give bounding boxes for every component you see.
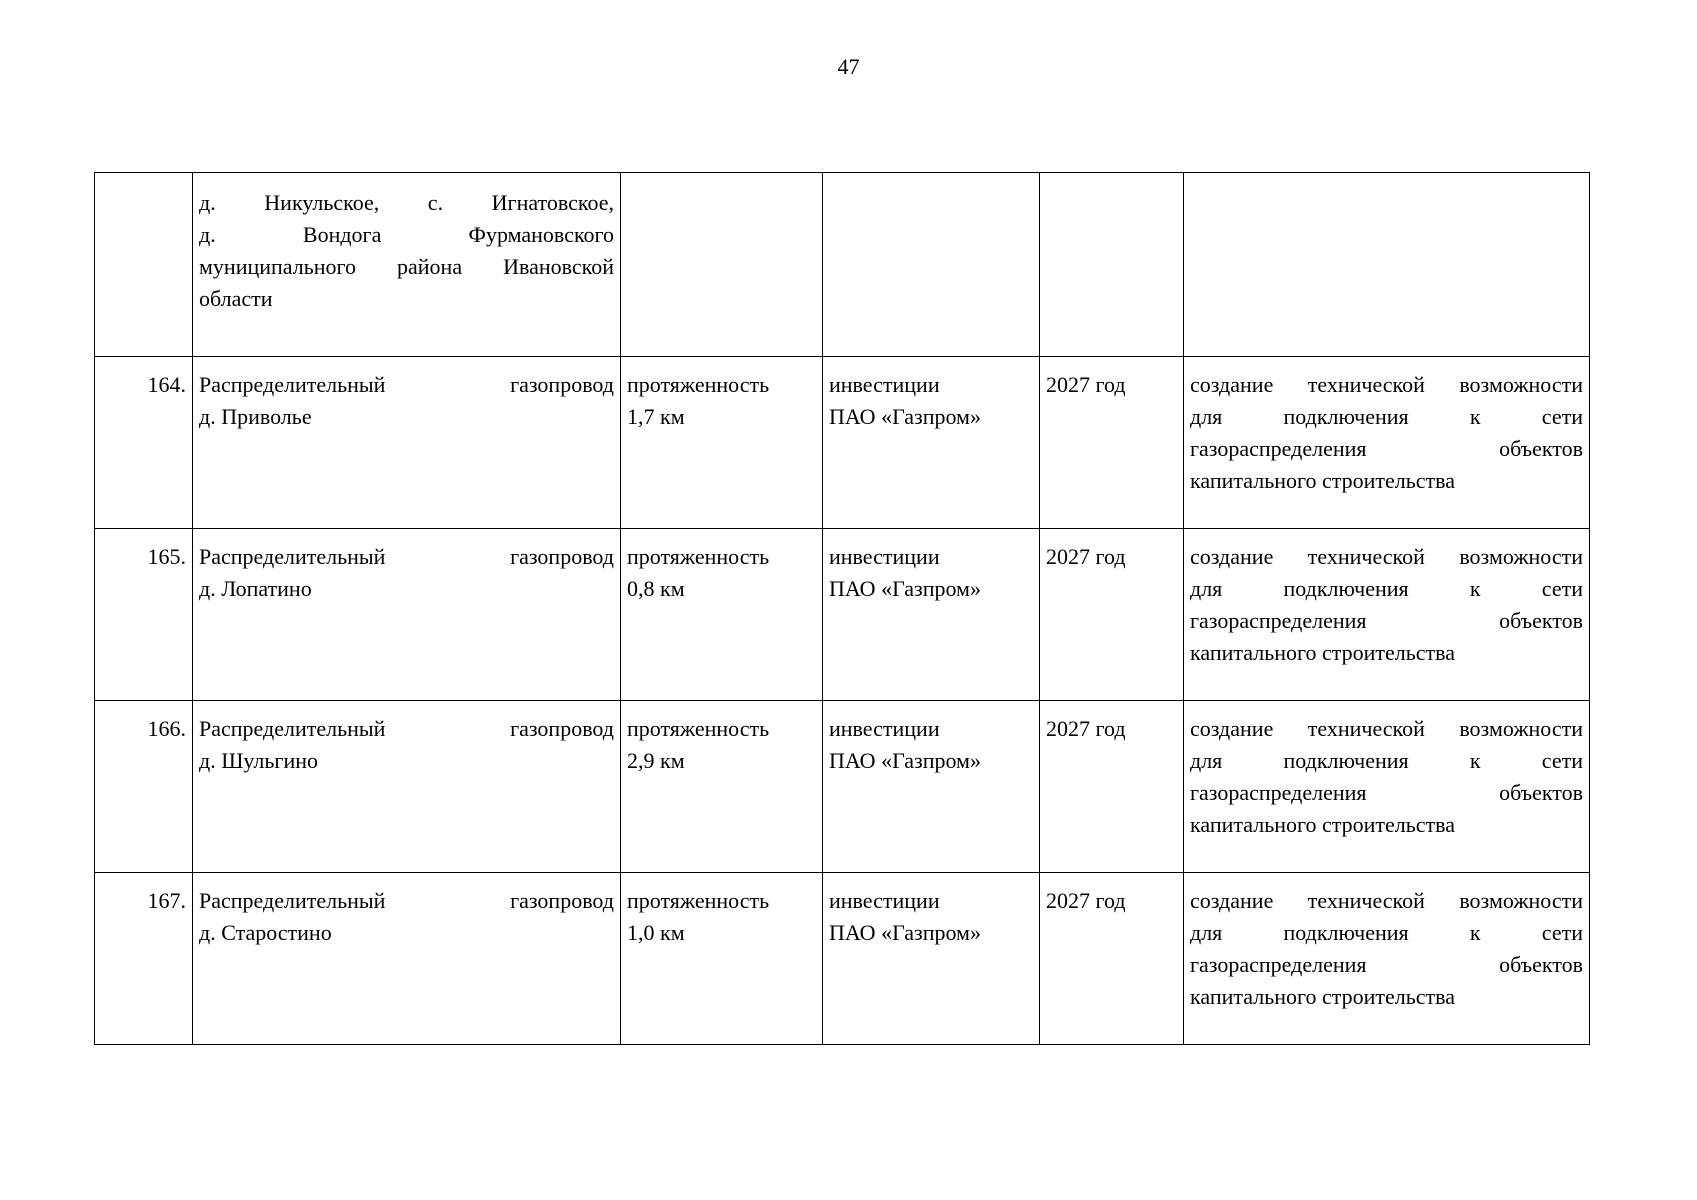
goal-line: создание технической возможности [1190,888,1583,913]
source-line: инвестиции [829,544,940,569]
goal-line: для подключения к сети [1190,920,1583,945]
row-number: 164. [95,357,193,529]
source-cell [823,357,1040,529]
table-row [95,357,1590,529]
goal-cell [1184,873,1590,1045]
goal-line: капитального строительства [1190,468,1456,493]
name-cell [193,873,621,1045]
source-cell [823,529,1040,701]
table-row [95,529,1590,701]
source-line: ПАО «Газпром» [829,920,981,945]
extent-line: протяженность [627,544,770,569]
extent-line: 0,8 км [627,576,685,601]
extent-line: протяженность [627,716,770,741]
goal-cell [1184,701,1590,873]
page-number: 47 [837,54,860,79]
year-cell: 2027 год [1040,701,1184,873]
name-cell [193,357,621,529]
goal-line: капитального строительства [1190,812,1456,837]
name-line: Распределительный газопровод [199,544,614,569]
name-line: д. Шульгино [199,748,319,773]
goal-line: создание технической возможности [1190,544,1583,569]
name-cell [193,701,621,873]
name-line: д. Старостино [199,920,332,945]
goal-line: капитального строительства [1190,640,1456,665]
source-line: ПАО «Газпром» [829,576,981,601]
name-line: д. Вондога Фурмановского [199,222,614,247]
num-cell [95,173,193,357]
goal-line: для подключения к сети [1190,404,1583,429]
goal-cell [1184,357,1590,529]
gas-pipeline-table [94,172,1590,1045]
extent-cell [621,873,823,1045]
table-row-continuation [95,173,1590,357]
table-row [95,873,1590,1045]
year-cell: 2027 год [1040,873,1184,1045]
goal-line: газораспределения объектов [1190,608,1583,633]
source-line: ПАО «Газпром» [829,404,981,429]
goal-line: создание технической возможности [1190,716,1583,741]
extent-line: 2,9 км [627,748,685,773]
name-line: д. Никульское, с. Игнатовское, [199,190,614,215]
goal-line: для подключения к сети [1190,576,1583,601]
name-line: д. Лопатино [199,576,312,601]
extent-line: 1,0 км [627,920,685,945]
goal-line: газораспределения объектов [1190,780,1583,805]
name-line: Распределительный газопровод [199,716,614,741]
extent-line: 1,7 км [627,404,685,429]
name-line: муниципального района Ивановской [199,254,614,279]
goal-line: газораспределения объектов [1190,952,1583,977]
extent-cell [621,357,823,529]
extent-cell [621,173,823,357]
goal-cell [1184,173,1590,357]
source-line: инвестиции [829,716,940,741]
extent-cell [621,529,823,701]
year-cell: 2027 год [1040,529,1184,701]
source-cell [823,701,1040,873]
extent-cell [621,701,823,873]
goal-line: создание технической возможности [1190,372,1583,397]
extent-line: протяженность [627,372,770,397]
goal-line: для подключения к сети [1190,748,1583,773]
name-cell [193,173,621,357]
goal-cell [1184,529,1590,701]
name-cell [193,529,621,701]
extent-line: протяженность [627,888,770,913]
row-number: 167. [95,873,193,1045]
goal-line: газораспределения объектов [1190,436,1583,461]
source-line: инвестиции [829,372,940,397]
row-number: 165. [95,529,193,701]
table-row [95,701,1590,873]
goal-line: капитального строительства [1190,984,1456,1009]
row-number: 166. [95,701,193,873]
name-line: д. Приволье [199,404,312,429]
source-line: инвестиции [829,888,940,913]
year-cell [1040,173,1184,357]
year-cell: 2027 год [1040,357,1184,529]
source-cell [823,173,1040,357]
name-line: Распределительный газопровод [199,372,614,397]
source-cell [823,873,1040,1045]
name-line: области [199,286,273,311]
name-line: Распределительный газопровод [199,888,614,913]
source-line: ПАО «Газпром» [829,748,981,773]
